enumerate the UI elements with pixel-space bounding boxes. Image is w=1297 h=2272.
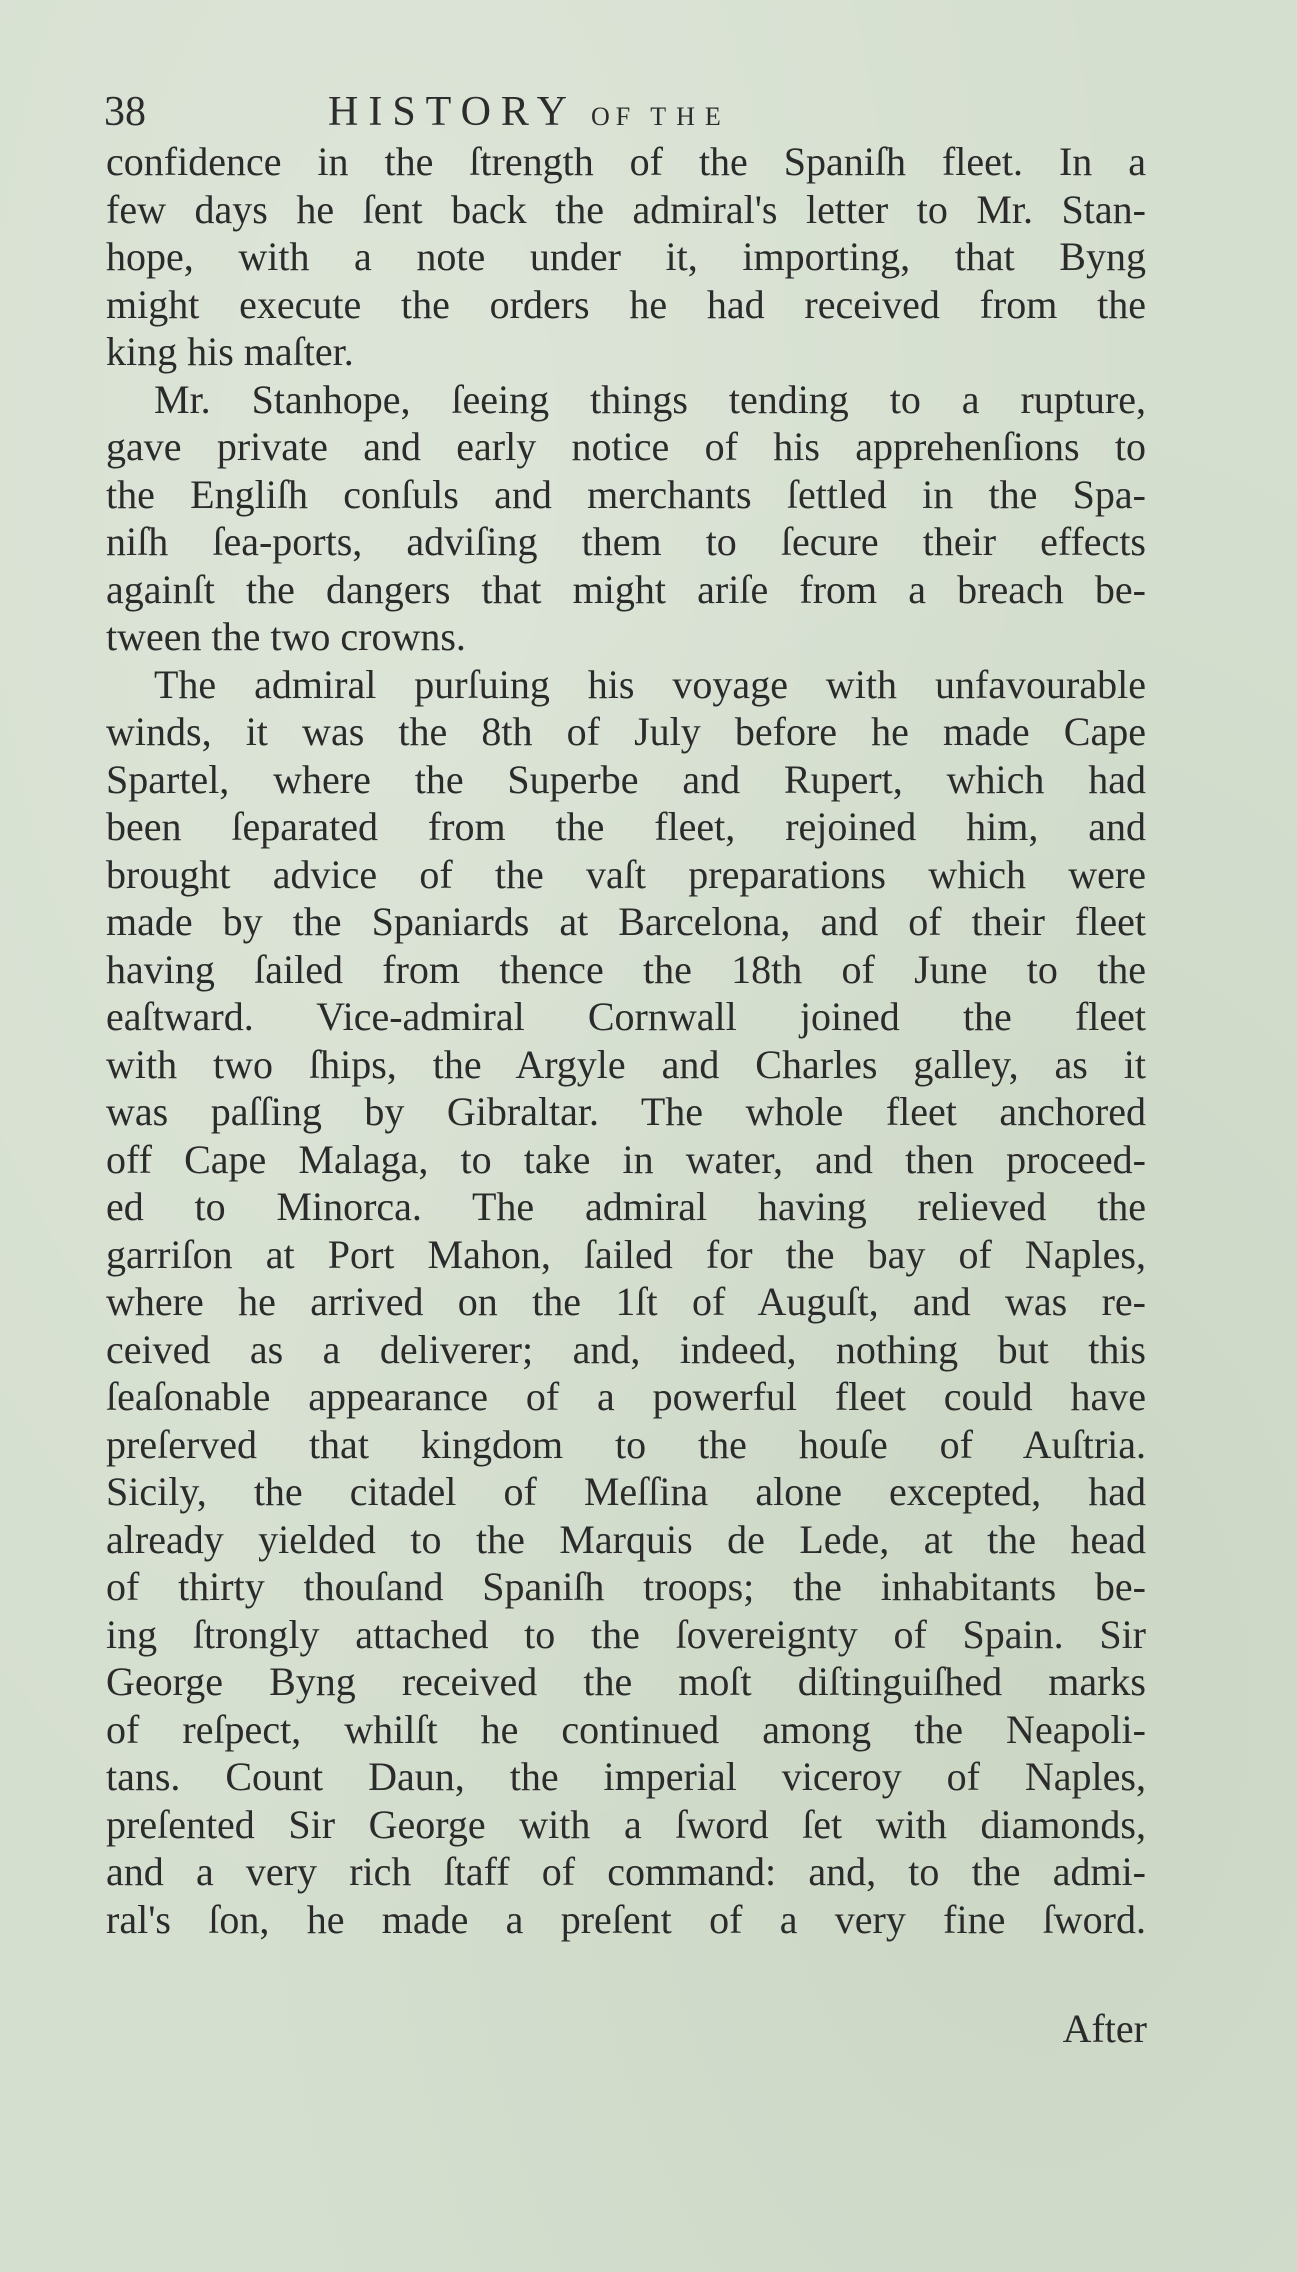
text-line: of reſpect, whilſt he continued among the Neapoli- xyxy=(106,1706,1146,1752)
text-line: gave private and early notice of his apprehenſions to xyxy=(106,424,1146,469)
text-line: ral's ſon, he made a preſent of a very fine ſword. xyxy=(106,1896,1146,1942)
text-line: made by the Spaniards at Barcelona, and of their fleet xyxy=(106,899,1146,944)
text-line: and a very rich ſtaff of command: and, to the admi- xyxy=(106,1849,1146,1894)
text-line: hope, with a note under it, importing, that Byng xyxy=(106,234,1146,279)
text-line: of thirty thouſand Spaniſh troops; the inhabitants be- xyxy=(106,1564,1146,1609)
text-line: off Cape Malaga, to take in water, and then proceed- xyxy=(106,1136,1146,1182)
text-line: brought advice of the vaſt preparations which were xyxy=(106,851,1146,897)
text-line: eaſtward. Vice-admiral Cornwall joined the fleet xyxy=(106,994,1146,1039)
text-line: few days he ſent back the admiral's letter to Mr. Stan- xyxy=(106,186,1146,232)
text-line: ing ſtrongly attached to the ſovereignty of Spain. Sir xyxy=(106,1611,1146,1657)
text-line: Sicily, the citadel of Meſſina alone excepted, had xyxy=(106,1469,1146,1514)
text-line: George Byng received the moſt diſtinguiſhed marks xyxy=(106,1659,1146,1704)
text-line: preſented Sir George with a ſword ſet with diamonds, xyxy=(106,1801,1146,1847)
text-line: preſerved that kingdom to the houſe of Auſtria. xyxy=(106,1421,1146,1467)
text-line: ſeaſonable appearance of a powerful fleet could have xyxy=(106,1374,1146,1419)
text-line: the Engliſh conſuls and merchants ſettled in the Spa- xyxy=(106,471,1146,517)
text-line: having ſailed from thence the 18th of June to the xyxy=(106,946,1146,992)
text-line: ceived as a deliverer; and, indeed, nothing but this xyxy=(106,1326,1146,1372)
text-line: been ſeparated from the fleet, rejoined him, and xyxy=(106,804,1146,849)
running-head xyxy=(104,82,1144,142)
text-line: was paſſing by Gibraltar. The whole fleet anchored xyxy=(106,1089,1146,1134)
text-line: Mr. Stanhope, ſeeing things tending to a rupture, xyxy=(154,376,1146,422)
text-line: where he arrived on the 1ſt of Auguſt, and was re- xyxy=(106,1279,1146,1324)
text-line: garriſon at Port Mahon, ſailed for the bay of Naples, xyxy=(106,1231,1146,1277)
text-line: might execute the orders he had received from the xyxy=(106,281,1146,327)
running-head-of: OF xyxy=(590,102,637,131)
text-line: already yielded to the Marquis de Lede, at the head xyxy=(106,1516,1146,1562)
text-line: winds, it was the 8th of July before he made Cape xyxy=(106,709,1146,754)
running-head-the: THE xyxy=(650,102,731,131)
text-line: with two ſhips, the Argyle and Charles galley, as it xyxy=(106,1041,1146,1087)
text-line: Spartel, where the Superbe and Rupert, which had xyxy=(106,756,1146,802)
text-line: tween the two crowns. xyxy=(106,614,466,659)
page-number: 38 xyxy=(104,89,146,135)
catchword: After xyxy=(1062,2006,1147,2051)
text-line: confidence in the ſtrength of the Spaniſh fleet. In a xyxy=(106,139,1146,184)
text-line: king his maſter. xyxy=(106,329,354,374)
body-text xyxy=(106,138,1146,1943)
running-head-history: HISTORY xyxy=(328,89,577,135)
text-line: ed to Minorca. The admiral having relieved the xyxy=(106,1184,1146,1229)
text-line: The admiral purſuing his voyage with unfavourable xyxy=(154,661,1146,707)
text-line: againſt the dangers that might ariſe from a breach be- xyxy=(106,566,1146,612)
text-line: niſh ſea-ports, adviſing them to ſecure their effects xyxy=(106,519,1146,564)
text-line: tans. Count Daun, the imperial viceroy of Naples, xyxy=(106,1754,1146,1799)
